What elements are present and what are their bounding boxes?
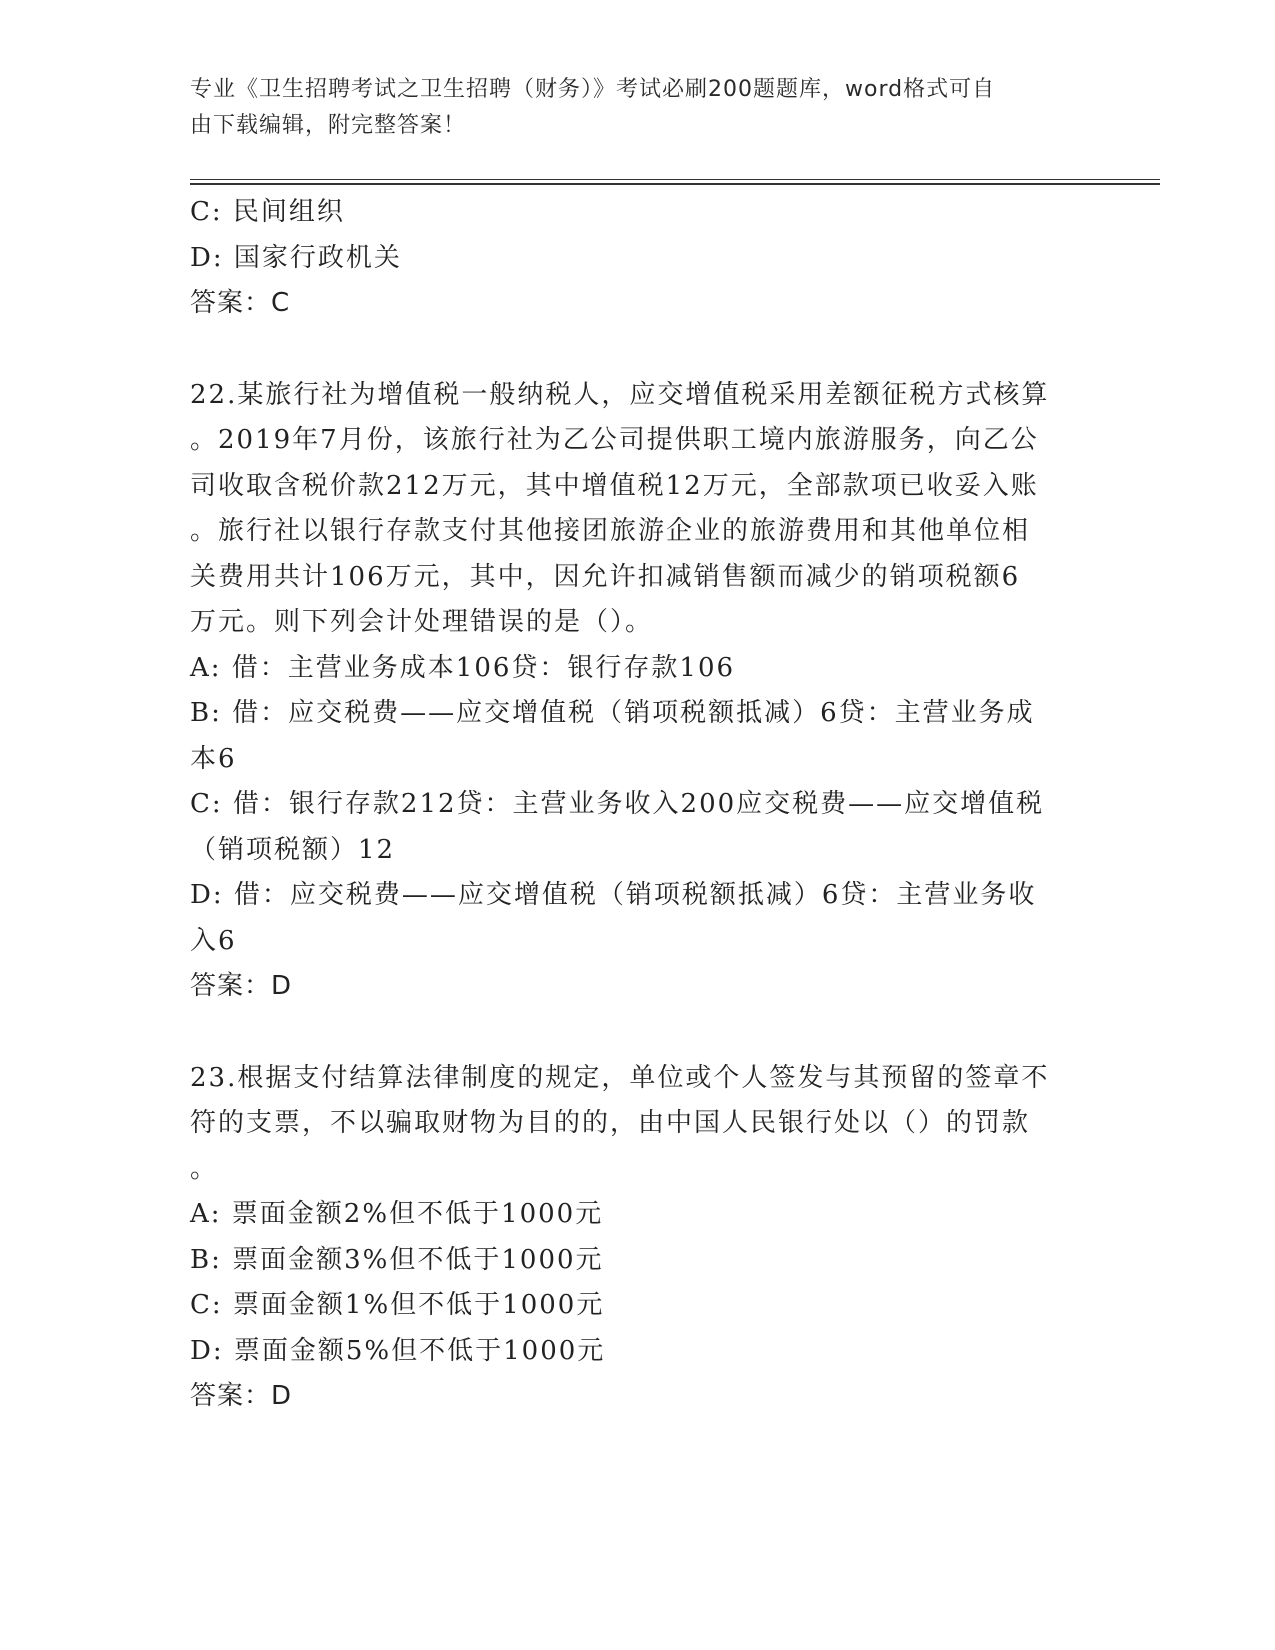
question-stem-line: 。 (190, 1153, 219, 1184)
option-b-continued: 本6 (190, 743, 237, 774)
question-stem-line: 。旅行社以银行存款支付其他接团旅游企业的旅游费用和其他单位相 (190, 516, 1031, 546)
option-a: A: 借：主营业务成本106贷：银行存款106 (190, 652, 736, 683)
question-stem-line: 司收取含税价款212万元，其中增值税12万元，全部款项已收妥入账 (190, 470, 1039, 501)
option-d: D: 借：应交税费——应交增值税（销项税额抵减）6贷：主营业务收 (190, 880, 1037, 910)
option-c-continued: （销项税额）12 (190, 834, 396, 865)
option-b: B: 票面金额3%但不低于1000元 (190, 1244, 604, 1275)
header-line-2: 由下载编辑，附完整答案！ (190, 113, 467, 138)
header-line-1: 专业《卫生招聘考试之卫生招聘（财务）》考试必刷200题题库，word格式可自 (190, 77, 996, 102)
document-header (190, 72, 1070, 144)
answer: 答案：D (190, 971, 293, 1001)
option-b: B: 借：应交税费——应交增值税（销项税额抵减）6贷：主营业务成 (190, 698, 1035, 728)
option-c: C: 借：银行存款212贷：主营业务收入200应交税费——应交增值税 (190, 789, 1045, 819)
previous-question (190, 190, 1090, 327)
header-divider-thin (190, 179, 1160, 180)
question-22 (190, 373, 1090, 1010)
spacer (190, 327, 1090, 373)
answer: 答案：C (190, 288, 291, 318)
option-c: C: 票面金额1%但不低于1000元 (190, 1290, 605, 1320)
document-body (190, 190, 1090, 1420)
answer: 答案：D (190, 1381, 293, 1411)
option-a: A: 票面金额2%但不低于1000元 (190, 1199, 604, 1229)
question-stem-line: 。2019年7月份，该旅行社为乙公司提供职工境内旅游服务，向乙公 (190, 425, 1039, 455)
option-d: D: 国家行政机关 (190, 242, 402, 273)
option-d-continued: 入6 (190, 925, 237, 956)
question-stem-line: 万元。则下列会计处理错误的是（）。 (190, 607, 654, 637)
spacer (190, 1010, 1090, 1056)
question-stem-line: 23.根据支付结算法律制度的规定，单位或个人签发与其预留的签章不 (190, 1062, 1050, 1093)
question-23 (190, 1056, 1090, 1420)
option-d: D: 票面金额5%但不低于1000元 (190, 1335, 606, 1366)
question-stem-line: 关费用共计106万元，其中，因允许扣减销售额而减少的销项税额6 (190, 561, 1021, 592)
question-stem-line: 22.某旅行社为增值税一般纳税人，应交增值税采用差额征税方式核算 (190, 379, 1050, 410)
question-stem-line: 符的支票，不以骗取财物为目的的，由中国人民银行处以（）的罚款 (190, 1108, 1031, 1138)
header-divider-thick (190, 183, 1160, 185)
option-c: C: 民间组织 (190, 197, 345, 227)
